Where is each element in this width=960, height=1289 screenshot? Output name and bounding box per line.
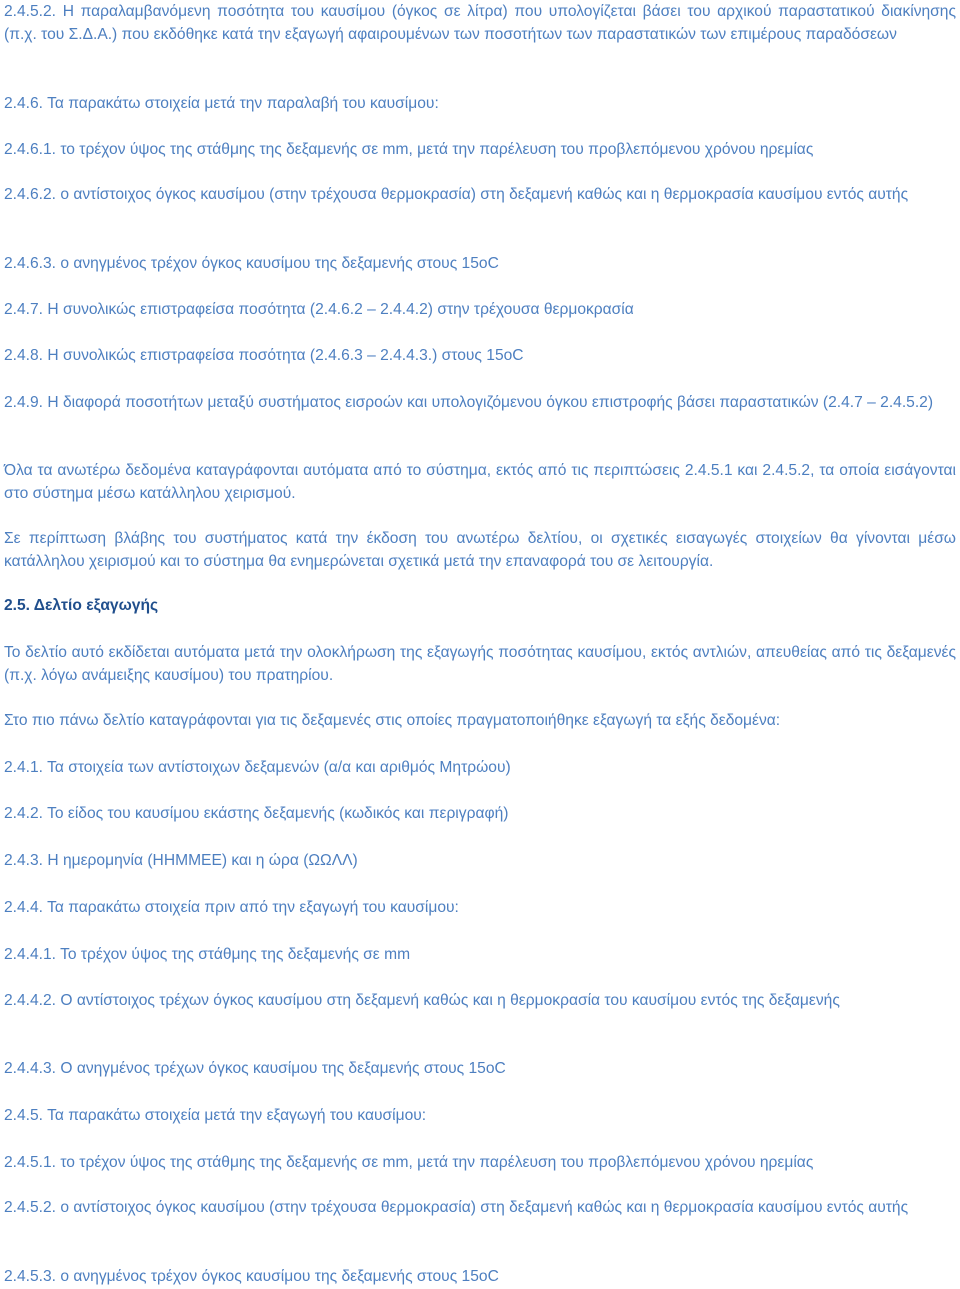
paragraph-2-4-3: 2.4.3. Η ημερομηνία (ΗΗΜΜΕΕ) και η ώρα (ΩΩΛΛ) bbox=[4, 852, 358, 869]
paragraph-failure-note: Σε περίπτωση βλάβης του συστήματος κατά την έκδοση του ανωτέρω δελτίου, οι σχετικές εισαγωγές στοιχείων θα γίνονται μέσω κατάλληλου χειρισμού και το σύστημα θα ενημερώνεται σχετικά μετά την επαναφορά του σε λειτουργία. bbox=[4, 530, 956, 570]
paragraph-2-4-5-1: 2.4.5.1. το τρέχον ύψος της στάθμης της δεξαμενής σε mm, μετά την παρέλευση του προβλεπόμενου χρόνου ηρεμίας bbox=[4, 1154, 814, 1171]
paragraph-2-4-6-3: 2.4.6.3. ο ανηγμένος τρέχον όγκος καυσίμου της δεξαμενής στους 15oC bbox=[4, 255, 499, 272]
section-heading-2-5: 2.5. Δελτίο εξαγωγής bbox=[4, 597, 159, 614]
paragraph-2-4-4-2: 2.4.4.2. Ο αντίστοιχος τρέχων όγκος καυσίμου στη δεξαμενή καθώς και η θερμοκρασία του καυσίμου εντός της δεξαμενής bbox=[4, 992, 840, 1009]
paragraph-2-4-6-1: 2.4.6.1. το τρέχον ύψος της στάθμης της δεξαμενής σε mm, μετά την παρέλευση του προβλεπόμενου χρόνου ηρεμίας bbox=[4, 141, 814, 158]
paragraph-2-4-1: 2.4.1. Τα στοιχεία των αντίστοιχων δεξαμενών (α/α και αριθμός Μητρώου) bbox=[4, 759, 511, 776]
paragraph-2-4-5-3: 2.4.5.3. ο ανηγμένος τρέχον όγκος καυσίμου της δεξαμενής στους 15oC bbox=[4, 1268, 499, 1285]
paragraph-export-intro: Το δελτίο αυτό εκδίδεται αυτόματα μετά την ολοκλήρωση της εξαγωγής ποσότητας καυσίμου, εκτός αντλιών, απευθείας από τις δεξαμενές (π.χ. λόγω ανάμειξης καυσίμου) του πρατηρίου. bbox=[4, 644, 956, 684]
paragraph-2-4-2: 2.4.2. Το είδος του καυσίμου εκάστης δεξαμενής (κωδικός και περιγραφή) bbox=[4, 805, 509, 822]
paragraph-export-data-list-intro: Στο πιο πάνω δελτίο καταγράφονται για τις δεξαμενές στις οποίες πραγματοποιήθηκε εξαγωγή τα εξής δεδομένα: bbox=[4, 712, 781, 729]
paragraph-auto-recorded-note: Όλα τα ανωτέρω δεδομένα καταγράφονται αυτόματα από το σύστημα, εκτός από τις περιπτώσεις 2.4.5.1 και 2.4.5.2, τα οποία εισάγονται στο σύστημα μέσω κατάλληλου χειρισμού. bbox=[4, 462, 956, 502]
paragraph-2-4-4: 2.4.4. Τα παρακάτω στοιχεία πριν από την εξαγωγή του καυσίμου: bbox=[4, 899, 459, 916]
paragraph-2-4-6-2: 2.4.6.2. ο αντίστοιχος όγκος καυσίμου (στην τρέχουσα θερμοκρασία) στη δεξαμενή καθώς και η θερμοκρασία καυσίμου εντός αυτής bbox=[4, 186, 909, 203]
paragraph-2-4-9: 2.4.9. Η διαφορά ποσοτήτων μεταξύ συστήματος εισροών και υπολογιζόμενου όγκου επιστροφής βάσει παραστατικών (2.4.7 – 2.4.5.2) bbox=[4, 394, 934, 411]
paragraph-2-4-4-3: 2.4.4.3. Ο ανηγμένος τρέχων όγκος καυσίμου της δεξαμενής στους 15oC bbox=[4, 1060, 506, 1077]
paragraph-2-4-6: 2.4.6. Τα παρακάτω στοιχεία μετά την παραλαβή του καυσίμου: bbox=[4, 95, 439, 112]
paragraph-2-4-7: 2.4.7. Η συνολικώς επιστραφείσα ποσότητα (2.4.6.2 – 2.4.4.2) στην τρέχουσα θερμοκρασία bbox=[4, 301, 634, 318]
paragraph-2-4-5-2-export: 2.4.5.2. ο αντίστοιχος όγκος καυσίμου (στην τρέχουσα θερμοκρασία) στη δεξαμενή καθώς και η θερμοκρασία καυσίμου εντός αυτής bbox=[4, 1199, 909, 1216]
paragraph-2-4-8: 2.4.8. Η συνολικώς επιστραφείσα ποσότητα (2.4.6.3 – 2.4.4.3.) στους 15oC bbox=[4, 347, 524, 364]
paragraph-2-4-5: 2.4.5. Τα παρακάτω στοιχεία μετά την εξαγωγή του καυσίμου: bbox=[4, 1107, 427, 1124]
paragraph-2-4-4-1: 2.4.4.1. Το τρέχον ύψος της στάθμης της δεξαμενής σε mm bbox=[4, 946, 411, 963]
paragraph-2-4-5-2: 2.4.5.2. Η παραλαμβανόμενη ποσότητα του καυσίμου (όγκος σε λίτρα) που υπολογίζεται βάσει του αρχικού παραστατικού διακίνησης (π.χ. του Σ.Δ.Α.) που εκδόθηκε κατά την εξαγωγή αφαιρουμένων των ποσοτήτων των παραστατικών των επιμέρους παραδόσεων bbox=[4, 3, 956, 43]
